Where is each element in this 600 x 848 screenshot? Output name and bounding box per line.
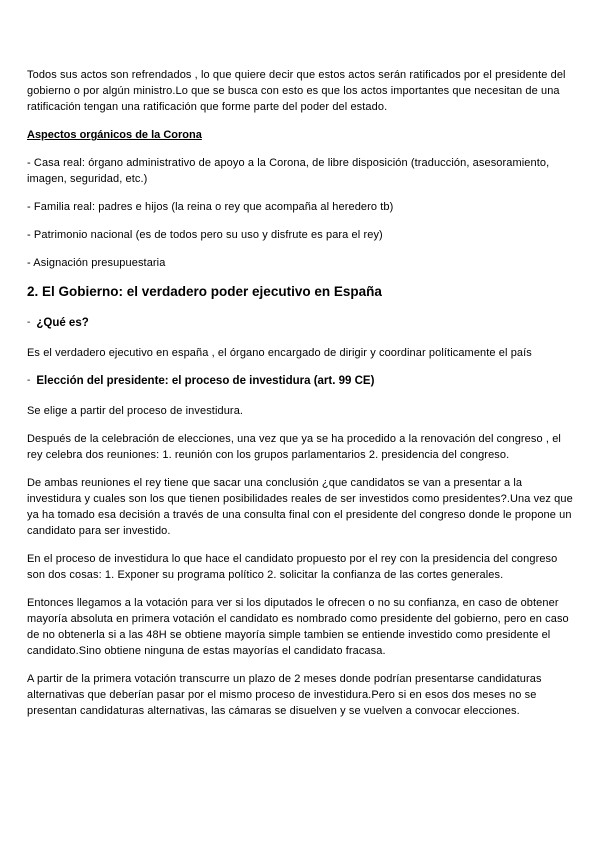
- paragraph-votacion-confianza: Entonces llegamos a la votación para ver si los diputados le ofrecen o no su confianza, en caso de obtener mayoría absoluta en primera votación el candidato es nombrado como presidente del gobierno, pero en caso de no obtenerla si a las 48H se obtiene mayoría simple tambien se entiende investido como presidente el candidato.Sino obtiene ninguna de estas mayorías el candidato fracasa.: [27, 597, 569, 657]
- heading-que-es-label: ¿Qué es?: [36, 317, 89, 329]
- list-item-asignacion-presupuestaria: - Asignación presupuestaria: [27, 257, 166, 269]
- paragraph-plazo-dos-meses: A partir de la primera votación transcurre un plazo de 2 meses donde podrían presentarse candidaturas alternativas que deberían pasar por el mismo proceso de investidura.Pero si en esos dos meses no se presentan candidaturas alternativas, las cámaras se disuelven y se vuelven a convocar elecciones.: [27, 673, 542, 717]
- list-item-familia-real: - Familia real: padres e hijos (la reina o rey que acompaña al heredero tb): [27, 201, 394, 213]
- dash-bullet: -: [27, 375, 31, 386]
- dash-bullet: -: [27, 317, 31, 328]
- paragraph-refrendo-actos: Todos sus actos son refrendados , lo que quiere decir que estos actos serán ratificados por el presidente del gobierno o por algún ministro.Lo que se busca con esto es que los actos importantes que necesitan de una ratificación tengan una ratificación que forme parte del poder del estado.: [27, 69, 566, 113]
- heading-aspectos-organicos: Aspectos orgánicos de la Corona: [27, 129, 202, 141]
- list-item-casa-real: - Casa real: órgano administrativo de apoyo a la Corona, de libre disposición (traducción, asesoramiento, imagen, seguridad, etc.): [27, 157, 550, 185]
- paragraph-proceso-investidura: En el proceso de investidura lo que hace el candidato propuesto por el rey con la presidencia del congreso son dos cosas: 1. Exponer su programa político 2. solicitar la confianza de las cortes generales.: [27, 553, 558, 581]
- list-item-patrimonio-nacional: - Patrimonio nacional (es de todos pero su uso y disfrute es para el rey): [27, 229, 383, 241]
- paragraph-se-elige: Se elige a partir del proceso de investidura.: [27, 405, 244, 417]
- heading-eleccion-presidente-label: Elección del presidente: el proceso de investidura (art. 99 CE): [36, 375, 375, 387]
- heading-eleccion-presidente: [27, 373, 573, 389]
- heading-el-gobierno: 2. El Gobierno: el verdadero poder ejecutivo en España: [27, 284, 382, 299]
- paragraph-ambas-reuniones: De ambas reuniones el rey tiene que sacar una conclusión ¿que candidatos se van a presentar a la investidura y cuales son los que tienen posibilidades reales de ser investidos como presidentes?.Una vez que ya ha tomado esa decisión a través de una consulta final con el presidente del congreso donde le propone un candidato para ser investido.: [27, 477, 573, 537]
- paragraph-despues-elecciones: Después de la celebración de elecciones, una vez que ya se ha procedido a la renovación del congreso , el rey celebra dos reuniones: 1. reunión con los grupos parlamentarios 2. presidencia del congreso.: [27, 433, 561, 461]
- paragraph-verdadero-ejecutivo: Es el verdadero ejecutivo en españa , el órgano encargado de dirigir y coordinar políticamente el país: [27, 347, 532, 359]
- heading-que-es: [27, 315, 573, 331]
